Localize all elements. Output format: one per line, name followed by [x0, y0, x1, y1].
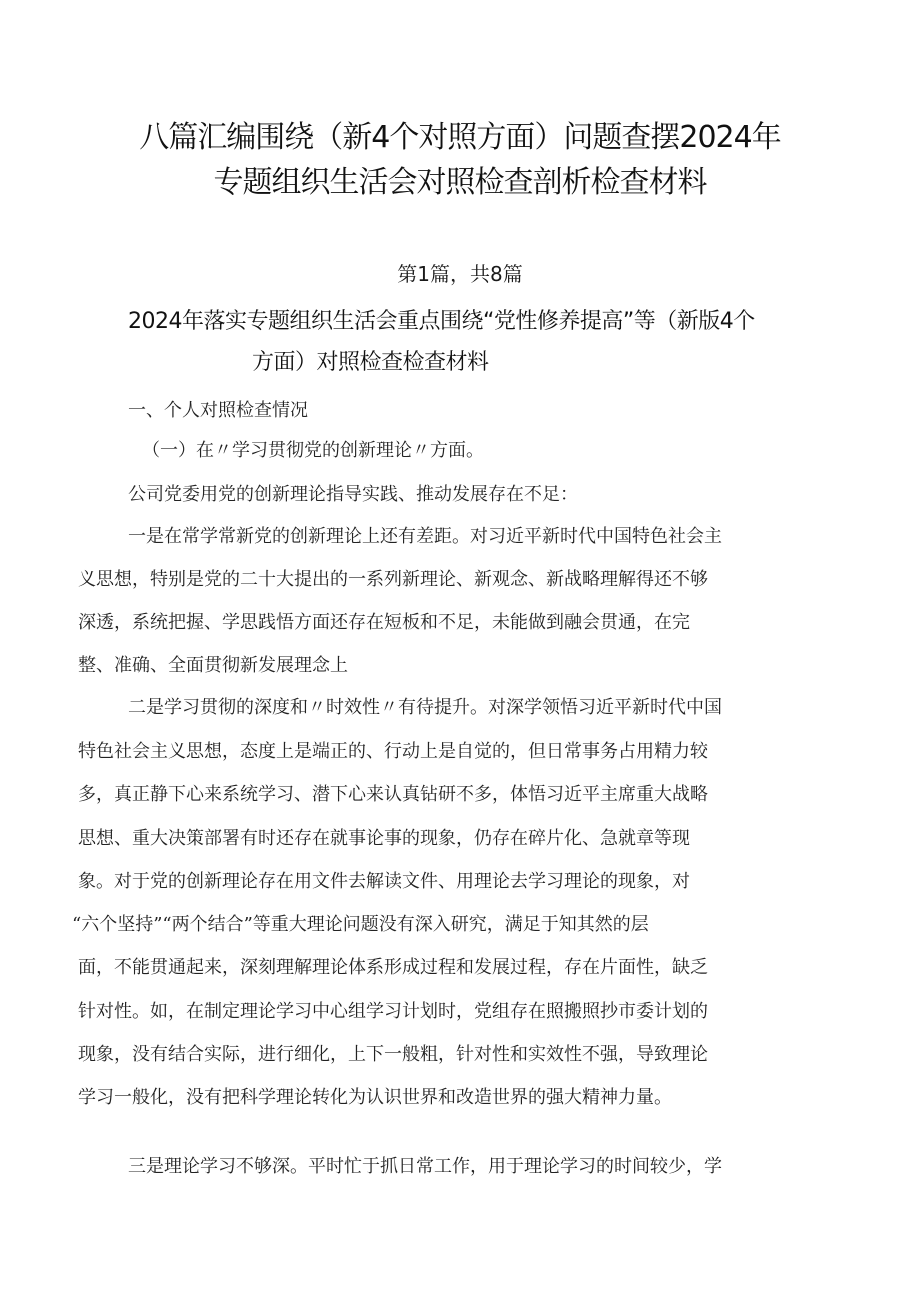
body-line: 针对性。如，在制定理论学习中心组学习计划时，党组存在照搬照抄市委计划的 — [78, 1001, 708, 1022]
body-line: 深透，系统把握、学思践悟方面还存在短板和不足，未能做到融会贯通，在完 — [78, 612, 690, 633]
page-indicator: 第1篇，共8篇 — [397, 262, 523, 286]
body-line: 义思想，特别是党的二十大提出的一系列新理论、新观念、新战略理解得还不够 — [78, 569, 708, 590]
section-subtitle-line-1: 2024年落实专题组织生活会重点围绕“党性修养提高”等（新版4个 — [128, 309, 755, 334]
body-line: 公司党委用党的创新理论指导实践、推动发展存在不足： — [128, 484, 578, 505]
body-line: 三是理论学习不够深。平时忙于抓日常工作，用于理论学习的时间较少，学 — [128, 1156, 722, 1177]
heading-personal-check: 一、个人对照检查情况 — [128, 400, 308, 421]
body-line: “六个坚持”“两个结合”等重大理论问题没有深入研究，满足于知其然的层 — [72, 914, 649, 935]
body-line: 二是学习贯彻的深度和〃时效性〃有待提升。对深学领悟习近平新时代中国 — [128, 697, 722, 718]
body-line: 现象，没有结合实际，进行细化，上下一般粗，针对性和实效性不强，导致理论 — [78, 1044, 708, 1065]
body-line: 整、准确、全面贯彻新发展理念上 — [78, 655, 348, 676]
body-line: 多，真正静下心来系统学习、潜下心来认真钻研不多，体悟习近平主席重大战略 — [78, 784, 708, 805]
section-subtitle-line-2: 方面）对照检查检查材料 — [252, 350, 489, 375]
subheading-study-theory: （一）在〃学习贯彻党的创新理论〃方面。 — [142, 440, 484, 461]
body-line: 特色社会主义思想，态度上是端正的、行动上是自觉的，但日常事务占用精力较 — [78, 741, 708, 762]
document-title-line-1: 八篇汇编围绕（新4个对照方面）问题查摆2024年 — [139, 120, 781, 155]
body-line: 象。对于党的创新理论存在用文件去解读文件、用理论去学习理论的现象，对 — [78, 871, 690, 892]
body-line: 思想、重大决策部署有时还存在就事论事的现象，仍存在碎片化、急就章等现 — [78, 828, 690, 849]
document-title-line-2: 专题组织生活会对照检查剖析检查材料 — [213, 165, 707, 200]
body-line: 一是在常学常新党的创新理论上还有差距。对习近平新时代中国特色社会主 — [128, 526, 722, 547]
body-line: 学习一般化，没有把科学理论转化为认识世界和改造世界的强大精神力量。 — [78, 1087, 672, 1108]
body-line: 面，不能贯通起来，深刻理解理论体系形成过程和发展过程，存在片面性，缺乏 — [78, 957, 708, 978]
